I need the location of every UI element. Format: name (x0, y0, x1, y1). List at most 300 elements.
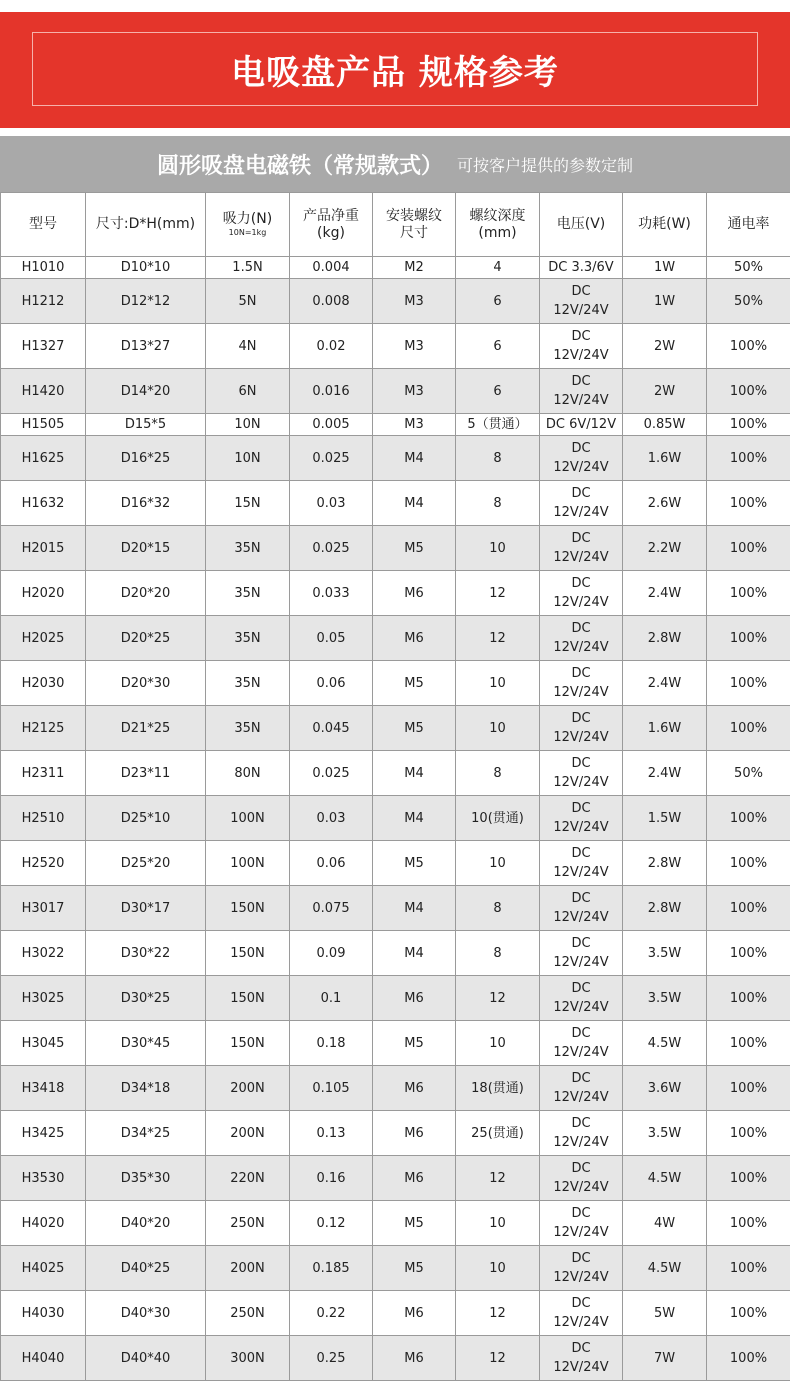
table-row (1, 1201, 790, 1246)
cell-model: H1327 (1, 324, 86, 369)
voltage-line: DC (571, 756, 591, 771)
cell-model: H1010 (1, 257, 86, 279)
section-title: 圆形吸盘电磁铁（常规款式） (156, 153, 443, 179)
cell-duty: 100% (707, 706, 790, 751)
cell-weight: 0.05 (290, 616, 373, 661)
cell-force: 4N (206, 324, 290, 369)
cell-model: H1625 (1, 436, 86, 481)
voltage-line: DC 3.3/6V (548, 260, 614, 275)
cell-voltage (540, 931, 623, 976)
cell-size: D20*30 (86, 661, 206, 706)
cell-thread: M6 (373, 1336, 456, 1381)
cell-duty: 100% (707, 1156, 790, 1201)
cell-thread: M6 (373, 571, 456, 616)
header-model: 型号 (1, 193, 86, 257)
cell-size: D30*17 (86, 886, 206, 931)
cell-depth: 8 (456, 751, 540, 796)
cell-duty: 100% (707, 931, 790, 976)
header-weight: 产品净重 (kg) (290, 193, 373, 257)
cell-power: 2.4W (623, 571, 707, 616)
voltage-line: DC (571, 441, 591, 456)
cell-voltage (540, 279, 623, 324)
table-row (1, 931, 790, 976)
cell-thread: M3 (373, 414, 456, 436)
cell-weight: 0.005 (290, 414, 373, 436)
voltage-line: 12V/24V (553, 1000, 609, 1015)
voltage-line: 12V/24V (553, 1135, 609, 1150)
voltage-line: DC (571, 711, 591, 726)
cell-force: 300N (206, 1336, 290, 1381)
section-note: 可按客户提供的参数定制 (457, 155, 634, 175)
cell-force: 100N (206, 841, 290, 886)
cell-depth: 8 (456, 436, 540, 481)
cell-voltage (540, 886, 623, 931)
cell-model: H3025 (1, 976, 86, 1021)
cell-size: D25*10 (86, 796, 206, 841)
cell-power: 0.85W (623, 414, 707, 436)
cell-force: 35N (206, 706, 290, 751)
cell-voltage (540, 841, 623, 886)
header-force: 吸力(N) 10N=1kg (206, 193, 290, 257)
page-title: 电吸盘产品 规格参考 (231, 52, 559, 93)
title-frame (32, 32, 758, 106)
cell-model: H2125 (1, 706, 86, 751)
cell-power: 3.5W (623, 976, 707, 1021)
cell-model: H2030 (1, 661, 86, 706)
cell-force: 200N (206, 1066, 290, 1111)
cell-power: 1.6W (623, 436, 707, 481)
cell-size: D14*20 (86, 369, 206, 414)
cell-size: D20*15 (86, 526, 206, 571)
cell-power: 2.4W (623, 751, 707, 796)
cell-voltage (540, 526, 623, 571)
cell-size: D40*20 (86, 1201, 206, 1246)
cell-size: D25*20 (86, 841, 206, 886)
cell-model: H3022 (1, 931, 86, 976)
cell-force: 220N (206, 1156, 290, 1201)
cell-weight: 0.09 (290, 931, 373, 976)
table-row (1, 1111, 790, 1156)
header-voltage: 电压(V) (540, 193, 623, 257)
cell-duty: 100% (707, 976, 790, 1021)
voltage-line: 12V/24V (553, 1270, 609, 1285)
voltage-line: DC (571, 374, 591, 389)
cell-duty: 100% (707, 1336, 790, 1381)
cell-model: H4030 (1, 1291, 86, 1336)
voltage-line: DC (571, 284, 591, 299)
cell-force: 10N (206, 414, 290, 436)
cell-voltage (540, 1336, 623, 1381)
cell-power: 1W (623, 257, 707, 279)
cell-weight: 0.025 (290, 526, 373, 571)
table-row (1, 1156, 790, 1201)
cell-weight: 0.13 (290, 1111, 373, 1156)
cell-power: 2.4W (623, 661, 707, 706)
voltage-line: DC (571, 1116, 591, 1131)
cell-force: 250N (206, 1201, 290, 1246)
cell-thread: M4 (373, 751, 456, 796)
voltage-line: DC (571, 1296, 591, 1311)
voltage-line: 12V/24V (553, 460, 609, 475)
cell-force: 10N (206, 436, 290, 481)
cell-thread: M5 (373, 526, 456, 571)
section-header (0, 136, 790, 192)
cell-duty: 100% (707, 481, 790, 526)
cell-size: D40*25 (86, 1246, 206, 1291)
cell-power: 2.6W (623, 481, 707, 526)
cell-depth: 8 (456, 931, 540, 976)
cell-model: H3530 (1, 1156, 86, 1201)
cell-size: D30*45 (86, 1021, 206, 1066)
cell-duty: 100% (707, 1021, 790, 1066)
cell-weight: 0.025 (290, 751, 373, 796)
cell-depth: 10 (456, 1201, 540, 1246)
cell-thread: M6 (373, 1111, 456, 1156)
cell-power: 2.8W (623, 616, 707, 661)
cell-voltage (540, 1021, 623, 1066)
voltage-line: 12V/24V (553, 303, 609, 318)
voltage-line: 12V/24V (553, 1225, 609, 1240)
table-row (1, 526, 790, 571)
cell-power: 2.2W (623, 526, 707, 571)
table-row (1, 279, 790, 324)
cell-size: D21*25 (86, 706, 206, 751)
table-row (1, 751, 790, 796)
cell-thread: M6 (373, 1156, 456, 1201)
cell-voltage (540, 1201, 623, 1246)
cell-depth: 6 (456, 324, 540, 369)
voltage-line: 12V/24V (553, 820, 609, 835)
cell-voltage (540, 1111, 623, 1156)
cell-weight: 0.033 (290, 571, 373, 616)
cell-model: H3425 (1, 1111, 86, 1156)
cell-duty: 100% (707, 1066, 790, 1111)
cell-depth: 10(贯通) (456, 796, 540, 841)
voltage-line: 12V/24V (553, 550, 609, 565)
voltage-line: 12V/24V (553, 595, 609, 610)
voltage-line: DC (571, 1341, 591, 1356)
cell-size: D12*12 (86, 279, 206, 324)
cell-thread: M6 (373, 1066, 456, 1111)
cell-duty: 100% (707, 1201, 790, 1246)
voltage-line: 12V/24V (553, 685, 609, 700)
cell-size: D20*25 (86, 616, 206, 661)
cell-depth: 8 (456, 886, 540, 931)
voltage-line: 12V/24V (553, 1045, 609, 1060)
voltage-line: DC (571, 936, 591, 951)
cell-model: H2510 (1, 796, 86, 841)
cell-voltage (540, 369, 623, 414)
cell-voltage (540, 751, 623, 796)
cell-duty: 100% (707, 526, 790, 571)
cell-model: H3017 (1, 886, 86, 931)
header-duty: 通电率 (707, 193, 790, 257)
cell-duty: 100% (707, 796, 790, 841)
table-row (1, 414, 790, 436)
cell-duty: 50% (707, 279, 790, 324)
voltage-line: DC (571, 981, 591, 996)
table-row (1, 706, 790, 751)
table-row (1, 1336, 790, 1381)
voltage-line: 12V/24V (553, 640, 609, 655)
table-row (1, 841, 790, 886)
cell-duty: 100% (707, 661, 790, 706)
voltage-line: DC (571, 801, 591, 816)
table-row (1, 661, 790, 706)
cell-model: H4025 (1, 1246, 86, 1291)
cell-thread: M4 (373, 436, 456, 481)
cell-power: 2W (623, 369, 707, 414)
cell-duty: 100% (707, 1291, 790, 1336)
voltage-line: 12V/24V (553, 1180, 609, 1195)
cell-model: H4020 (1, 1201, 86, 1246)
cell-voltage (540, 257, 623, 279)
cell-force: 200N (206, 1246, 290, 1291)
cell-voltage (540, 571, 623, 616)
cell-power: 4.5W (623, 1021, 707, 1066)
voltage-line: DC (571, 846, 591, 861)
cell-weight: 0.18 (290, 1021, 373, 1066)
cell-depth: 6 (456, 279, 540, 324)
cell-power: 1W (623, 279, 707, 324)
table-row (1, 1291, 790, 1336)
cell-model: H4040 (1, 1336, 86, 1381)
cell-weight: 0.025 (290, 436, 373, 481)
header-depth: 螺纹深度 (mm) (456, 193, 540, 257)
cell-force: 1.5N (206, 257, 290, 279)
cell-size: D34*25 (86, 1111, 206, 1156)
cell-voltage (540, 616, 623, 661)
voltage-line: 12V/24V (553, 730, 609, 745)
cell-weight: 0.12 (290, 1201, 373, 1246)
cell-depth: 6 (456, 369, 540, 414)
cell-power: 4.5W (623, 1246, 707, 1291)
voltage-line: DC (571, 666, 591, 681)
cell-thread: M5 (373, 661, 456, 706)
cell-force: 200N (206, 1111, 290, 1156)
cell-thread: M4 (373, 931, 456, 976)
cell-voltage (540, 1246, 623, 1291)
cell-depth: 12 (456, 1336, 540, 1381)
cell-force: 6N (206, 369, 290, 414)
cell-weight: 0.105 (290, 1066, 373, 1111)
cell-force: 150N (206, 1021, 290, 1066)
cell-duty: 100% (707, 1111, 790, 1156)
cell-force: 35N (206, 616, 290, 661)
cell-size: D10*10 (86, 257, 206, 279)
cell-depth: 10 (456, 1021, 540, 1066)
cell-force: 35N (206, 526, 290, 571)
voltage-line: 12V/24V (553, 1090, 609, 1105)
cell-duty: 100% (707, 436, 790, 481)
table-row (1, 796, 790, 841)
cell-weight: 0.16 (290, 1156, 373, 1201)
cell-depth: 8 (456, 481, 540, 526)
table-row (1, 886, 790, 931)
cell-size: D13*27 (86, 324, 206, 369)
cell-weight: 0.03 (290, 796, 373, 841)
voltage-line: DC (571, 1206, 591, 1221)
cell-weight: 0.06 (290, 841, 373, 886)
cell-thread: M2 (373, 257, 456, 279)
cell-size: D35*30 (86, 1156, 206, 1201)
cell-size: D34*18 (86, 1066, 206, 1111)
cell-model: H2311 (1, 751, 86, 796)
table-row (1, 481, 790, 526)
cell-thread: M6 (373, 976, 456, 1021)
cell-depth: 18(贯通) (456, 1066, 540, 1111)
table-row (1, 1066, 790, 1111)
table-row (1, 616, 790, 661)
cell-model: H2520 (1, 841, 86, 886)
cell-model: H1420 (1, 369, 86, 414)
header-thread: 安装螺纹 尺寸 (373, 193, 456, 257)
cell-size: D30*25 (86, 976, 206, 1021)
cell-voltage (540, 1291, 623, 1336)
table-row (1, 571, 790, 616)
cell-force: 250N (206, 1291, 290, 1336)
voltage-line: DC 6V/12V (545, 417, 617, 432)
cell-voltage (540, 706, 623, 751)
cell-force: 150N (206, 931, 290, 976)
cell-voltage (540, 436, 623, 481)
header-size: 尺寸:D*H(mm) (86, 193, 206, 257)
cell-thread: M6 (373, 616, 456, 661)
cell-duty: 100% (707, 414, 790, 436)
cell-force: 35N (206, 571, 290, 616)
cell-duty: 50% (707, 751, 790, 796)
table-row (1, 1246, 790, 1291)
cell-duty: 100% (707, 324, 790, 369)
cell-thread: M6 (373, 1291, 456, 1336)
voltage-line: 12V/24V (553, 865, 609, 880)
cell-force: 150N (206, 976, 290, 1021)
cell-model: H1505 (1, 414, 86, 436)
cell-depth: 10 (456, 706, 540, 751)
cell-power: 4W (623, 1201, 707, 1246)
cell-power: 2W (623, 324, 707, 369)
voltage-line: 12V/24V (553, 1315, 609, 1330)
cell-size: D16*25 (86, 436, 206, 481)
cell-voltage (540, 324, 623, 369)
cell-power: 1.5W (623, 796, 707, 841)
voltage-line: DC (571, 576, 591, 591)
cell-depth: 5（贯通） (456, 414, 540, 436)
cell-thread: M3 (373, 279, 456, 324)
cell-depth: 10 (456, 1246, 540, 1291)
cell-depth: 12 (456, 616, 540, 661)
voltage-line: DC (571, 1026, 591, 1041)
voltage-line: 12V/24V (553, 348, 609, 363)
cell-force: 150N (206, 886, 290, 931)
cell-model: H1212 (1, 279, 86, 324)
cell-model: H1632 (1, 481, 86, 526)
cell-size: D20*20 (86, 571, 206, 616)
table-row (1, 976, 790, 1021)
cell-size: D16*32 (86, 481, 206, 526)
cell-thread: M4 (373, 796, 456, 841)
cell-depth: 12 (456, 1156, 540, 1201)
table-header-row (1, 193, 790, 257)
voltage-line: DC (571, 1161, 591, 1176)
cell-weight: 0.045 (290, 706, 373, 751)
cell-power: 2.8W (623, 841, 707, 886)
cell-force: 15N (206, 481, 290, 526)
voltage-line: 12V/24V (553, 955, 609, 970)
cell-model: H2025 (1, 616, 86, 661)
cell-model: H2020 (1, 571, 86, 616)
cell-thread: M5 (373, 1246, 456, 1291)
cell-power: 1.6W (623, 706, 707, 751)
cell-power: 2.8W (623, 886, 707, 931)
cell-model: H3045 (1, 1021, 86, 1066)
voltage-line: DC (571, 1071, 591, 1086)
voltage-line: DC (571, 531, 591, 546)
voltage-line: 12V/24V (553, 393, 609, 408)
cell-power: 3.6W (623, 1066, 707, 1111)
cell-power: 7W (623, 1336, 707, 1381)
cell-model: H3418 (1, 1066, 86, 1111)
cell-weight: 0.008 (290, 279, 373, 324)
cell-model: H2015 (1, 526, 86, 571)
table-row (1, 1021, 790, 1066)
cell-depth: 12 (456, 571, 540, 616)
cell-thread: M5 (373, 706, 456, 751)
cell-size: D15*5 (86, 414, 206, 436)
cell-thread: M5 (373, 1021, 456, 1066)
cell-duty: 100% (707, 369, 790, 414)
cell-duty: 100% (707, 616, 790, 661)
cell-voltage (540, 661, 623, 706)
cell-voltage (540, 1156, 623, 1201)
cell-weight: 0.004 (290, 257, 373, 279)
cell-force: 100N (206, 796, 290, 841)
table-row (1, 369, 790, 414)
cell-weight: 0.25 (290, 1336, 373, 1381)
cell-duty: 100% (707, 1246, 790, 1291)
cell-size: D30*22 (86, 931, 206, 976)
voltage-line: 12V/24V (553, 505, 609, 520)
cell-size: D23*11 (86, 751, 206, 796)
cell-voltage (540, 976, 623, 1021)
table-row (1, 257, 790, 279)
voltage-line: DC (571, 486, 591, 501)
cell-depth: 12 (456, 976, 540, 1021)
header-power: 功耗(W) (623, 193, 707, 257)
spec-table (0, 192, 790, 1381)
cell-weight: 0.06 (290, 661, 373, 706)
cell-weight: 0.075 (290, 886, 373, 931)
cell-voltage (540, 1066, 623, 1111)
cell-force: 5N (206, 279, 290, 324)
cell-weight: 0.22 (290, 1291, 373, 1336)
cell-duty: 100% (707, 886, 790, 931)
cell-weight: 0.1 (290, 976, 373, 1021)
cell-weight: 0.185 (290, 1246, 373, 1291)
cell-force: 35N (206, 661, 290, 706)
cell-thread: M4 (373, 481, 456, 526)
cell-size: D40*40 (86, 1336, 206, 1381)
cell-size: D40*30 (86, 1291, 206, 1336)
cell-depth: 10 (456, 841, 540, 886)
title-banner (0, 12, 790, 128)
cell-thread: M3 (373, 369, 456, 414)
cell-thread: M5 (373, 1201, 456, 1246)
table-row (1, 436, 790, 481)
cell-duty: 50% (707, 257, 790, 279)
cell-weight: 0.016 (290, 369, 373, 414)
cell-depth: 10 (456, 661, 540, 706)
